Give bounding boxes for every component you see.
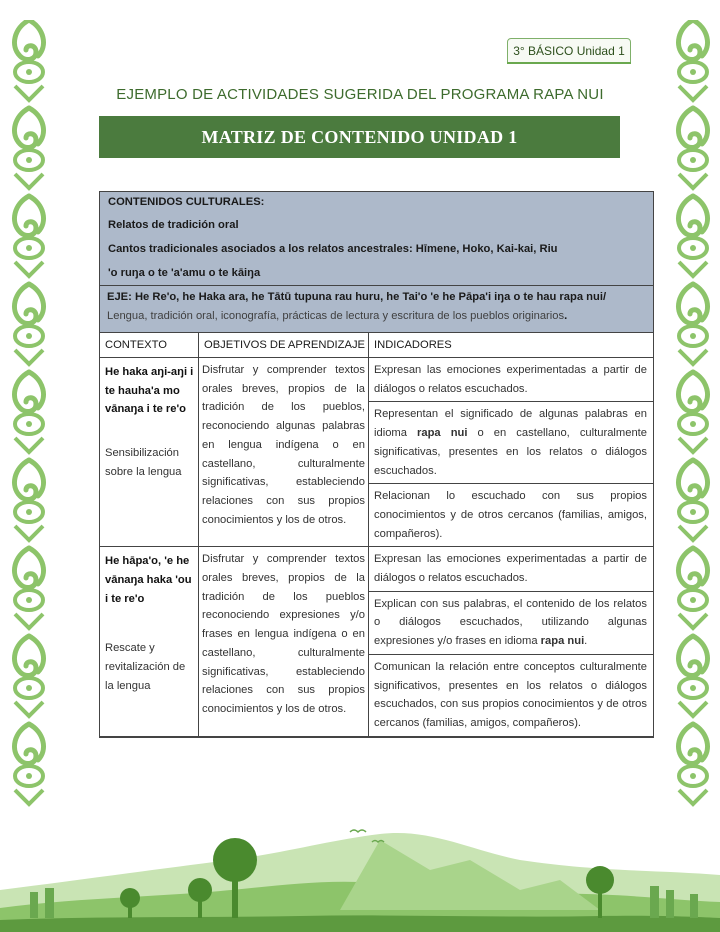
grade-badge: 3° BÁSICO Unidad 1 [507, 38, 631, 64]
indicator: Explican con sus palabras, el contenido de los relatos o diálogos escuchados, utilizando algunas expresiones y/o frases en idioma rapa nui. [369, 592, 653, 655]
indicators-cell [369, 358, 653, 547]
indicator: Comunican la relación entre conceptos culturalmente significativos, presentes en los relatos o diálogos escuchados, con sus propios conocimientos y de otros cercanos (familias, amigos, compañeros). [374, 660, 647, 729]
axis-normal: Lengua, tradición oral, iconografía, prácticas de lectura y escritura de los pueblos originarios [107, 310, 565, 322]
context-subtitle: Sensibilización sobre la lengua [105, 447, 182, 478]
content-matrix [99, 191, 654, 738]
decorative-border-left [6, 20, 52, 820]
cultural-content-item: 'o ruŋa o te 'a'amu o te kāiŋa [108, 267, 261, 279]
context-cell [100, 358, 199, 547]
context-subtitle: Rescate y revitalización de la lengua [105, 642, 186, 692]
header-indicators: INDICADORES [369, 333, 653, 358]
page-title: MATRIZ DE CONTENIDO UNIDAD 1 [99, 116, 620, 158]
context-cell [100, 547, 199, 736]
axis-bold: EJE: He Re'o, he Haka ara, he Tātū tupuna rau huru, he Tai'o 'e he Pāpa'i iŋa o te hau rapa nui/ [107, 291, 607, 303]
indicator: Expresan las emociones experimentadas a partir de diálogos o relatos escuchados. [369, 358, 653, 402]
context-title: He hāpa'o, 'e he vānaŋa haka 'ou i te re'o [105, 555, 192, 605]
cultural-contents-heading: CONTENIDOS CULTURALES: [108, 196, 265, 208]
indicator: Representan el significado de algunas palabras en idioma rapa nui o en castellano, culturalmente significativas, presentes en los relatos o diálogos escuchados. [369, 402, 653, 484]
cultural-content-item: Cantos tradicionales asociados a los relatos ancestrales: Hīmene, Hoko, Kai-kai, Riu [108, 243, 558, 255]
indicators-cell [369, 547, 653, 736]
objective-cell: Disfrutar y comprender textos orales breves, propios de la tradición de los pueblos, reconociendo algunas palabras en lengua indígena o en castellano, culturalmente significativas, estableciendo relaciones con sus propios conocimientos y los de otros. [199, 358, 369, 547]
matrix-grid [100, 333, 653, 737]
header-objectives: OBJETIVOS DE APRENDIZAJE [199, 333, 369, 358]
axis-description [100, 286, 653, 333]
page-subtitle: EJEMPLO DE ACTIVIDADES SUGERIDA DEL PROGRAMA RAPA NUI [116, 86, 604, 103]
cultural-contents [100, 192, 653, 286]
decorative-border-right [670, 20, 716, 820]
header-context: CONTEXTO [100, 333, 199, 358]
landscape-illustration [0, 820, 720, 932]
cultural-content-item: Relatos de tradición oral [108, 219, 239, 231]
badge-underline [507, 62, 631, 64]
axis-end: . [564, 310, 568, 322]
context-title: He haka aŋi-aŋi i te hauha'a mo vānaŋa i te re'o [105, 366, 194, 416]
objective-cell: Disfrutar y comprender textos orales breves, propios de la tradición de los pueblos reconociendo expresiones y/o frases en lengua indígena o en castellano, culturalmente significativas, estableciendo relaciones con sus propios conocimientos y los de otros. [199, 547, 369, 736]
indicator: Relacionan lo escuchado con sus propios conocimientos y de otros cercanos (familias, amigos, compañeros). [374, 490, 647, 540]
indicator: Expresan las emociones experimentadas a partir de diálogos o relatos escuchados. [369, 547, 653, 591]
